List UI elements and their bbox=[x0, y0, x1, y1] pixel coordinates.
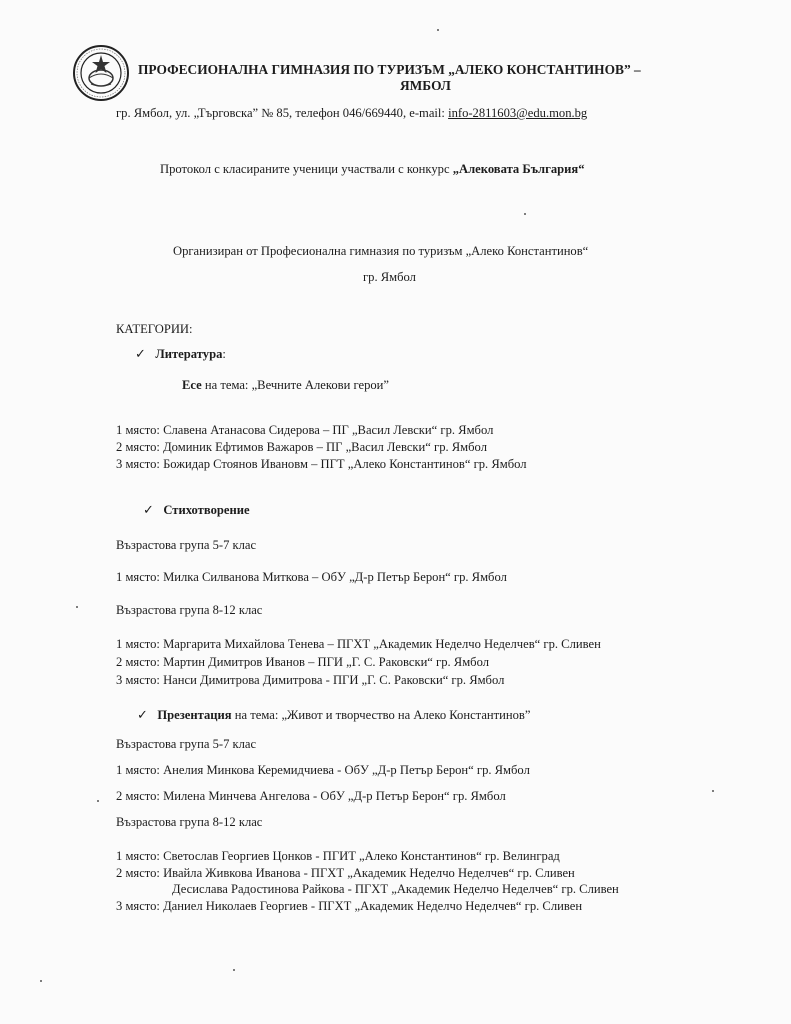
organizer-line1: Организиран от Професионална гимназия по туризъм „Алеко Константинов“ bbox=[173, 244, 589, 258]
poetry-g2-place-3: 3 място: Нанси Димитрова Димитрова - ПГИ „Г. С. Раковски“ гр. Ямбол bbox=[116, 673, 505, 687]
presentation-group-2: Възрастова група 8-12 клас bbox=[116, 815, 263, 829]
presentation-g2-place-2b: Десислава Радостинова Райкова - ПГХТ „Академик Неделчо Неделчев“ гр. Сливен bbox=[172, 882, 619, 896]
poetry-g2-place-1: 1 място: Маргарита Михайлова Тенева – ПГХТ „Академик Неделчо Неделчев“ гр. Сливен bbox=[116, 637, 601, 651]
literature-title-suffix: : bbox=[222, 347, 226, 361]
poetry-group-1: Възрастова група 5-7 клас bbox=[116, 538, 257, 552]
scan-speck bbox=[76, 606, 78, 608]
checkmark-icon: ✓ bbox=[135, 346, 146, 361]
presentation-g1-place-2: 2 място: Милена Минчева Ангелова - ОбУ „Д-р Петър Берон“ гр. Ямбол bbox=[116, 789, 506, 803]
protocol-text: Протокол с класираните ученици участвали с конкурс bbox=[160, 162, 453, 176]
presentation-g2-place-3: 3 място: Даниел Николаев Георгиев - ПГХТ „Академик Неделчо Неделчев“ гр. Сливен bbox=[116, 899, 583, 913]
school-name-line2: ЯМБОЛ bbox=[400, 78, 451, 93]
essay-topic bbox=[182, 378, 389, 393]
poetry-title: Стихотворение bbox=[163, 503, 250, 517]
essay-label: Есе bbox=[182, 378, 202, 392]
poetry-group-2: Възрастова група 8-12 клас bbox=[116, 603, 263, 617]
literature-place-1: 1 място: Славена Атанасова Сидерова – ПГ „Васил Левски“ гр. Ямбол bbox=[116, 423, 494, 437]
checkmark-icon: ✓ bbox=[137, 707, 148, 722]
literature-place-2: 2 място: Доминик Ефтимов Важаров – ПГ „Васил Левски“ гр. Ямбол bbox=[116, 440, 487, 454]
school-name-line1: ПРОФЕСИОНАЛНА ГИМНАЗИЯ ПО ТУРИЗЪМ „АЛЕКО КОНСТАНТИНОВ” – bbox=[138, 62, 641, 77]
scan-speck bbox=[712, 790, 714, 792]
presentation-title: Презентация bbox=[157, 708, 232, 722]
scan-speck bbox=[40, 980, 42, 982]
organizer-line2: гр. Ямбол bbox=[363, 270, 416, 284]
essay-text: на тема: „Вечните Алекови герои” bbox=[201, 378, 389, 392]
literature-heading bbox=[135, 346, 226, 362]
scan-speck bbox=[437, 29, 439, 31]
presentation-group-1: Възрастова група 5-7 клас bbox=[116, 737, 257, 751]
scan-speck bbox=[524, 213, 526, 215]
presentation-g1-place-1: 1 място: Анелия Минкова Керемидчиева - ОбУ „Д-р Петър Берон“ гр. Ямбол bbox=[116, 763, 530, 777]
scan-speck bbox=[233, 969, 235, 971]
email-link[interactable]: info-2811603@edu.mon.bg bbox=[448, 106, 588, 120]
school-address bbox=[116, 106, 587, 121]
school-logo bbox=[72, 44, 130, 102]
literature-title: Литература bbox=[155, 347, 223, 361]
literature-place-3: 3 място: Божидар Стоянов Ивановм – ПГТ „Алеко Константинов“ гр. Ямбол bbox=[116, 457, 527, 471]
protocol-title bbox=[160, 162, 585, 177]
address-text: гр. Ямбол, ул. „Търговска” № 85, телефон 046/669440, e-mail: bbox=[116, 106, 449, 120]
poetry-heading bbox=[143, 502, 250, 518]
presentation-g2-place-2: 2 място: Ивайла Живкова Иванова - ПГХТ „Академик Неделчо Неделчев“ гр. Сливен bbox=[116, 866, 575, 880]
presentation-heading bbox=[137, 707, 530, 723]
presentation-g2-place-1: 1 място: Светослав Георгиев Цонков - ПГИТ „Алеко Константинов“ гр. Велинград bbox=[116, 849, 560, 863]
contest-name: „Алековата България“ bbox=[452, 162, 585, 176]
poetry-g2-place-2: 2 място: Мартин Димитров Иванов – ПГИ „Г. С. Раковски“ гр. Ямбол bbox=[116, 655, 489, 669]
poetry-g1-place-1: 1 място: Милка Силванова Миткова – ОбУ „Д-р Петър Берон“ гр. Ямбол bbox=[116, 570, 507, 584]
scan-speck bbox=[97, 800, 99, 802]
presentation-title-suffix: на тема: „Живот и творчество на Алеко Константинов” bbox=[231, 708, 531, 722]
checkmark-icon: ✓ bbox=[143, 502, 154, 517]
categories-heading: КАТЕГОРИИ: bbox=[116, 322, 193, 336]
